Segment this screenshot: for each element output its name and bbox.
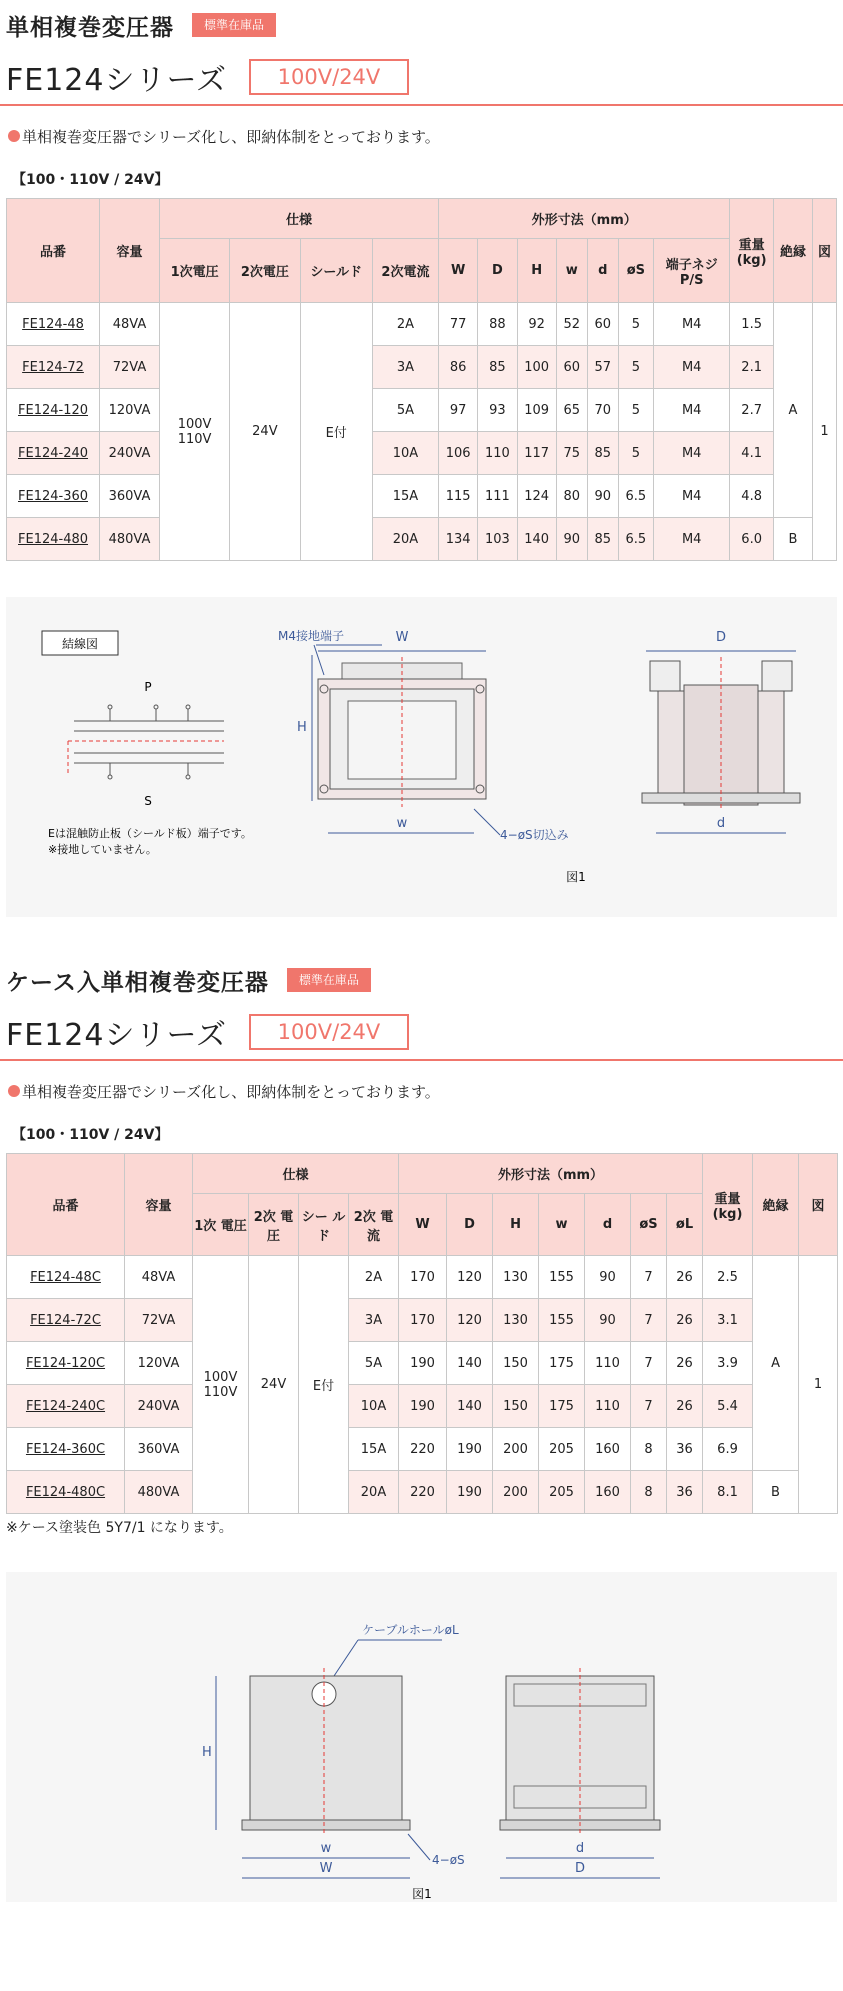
dim-W-cell: 220 (399, 1471, 447, 1514)
dim-w-cell: 175 (539, 1385, 585, 1428)
capacity-cell: 120VA (125, 1342, 193, 1385)
model-link[interactable]: FE124-72 (7, 346, 100, 389)
dim-w-cell: 155 (539, 1256, 585, 1299)
table-row (7, 475, 837, 518)
dim-D-cell: 120 (447, 1299, 493, 1342)
table-row (7, 1471, 838, 1514)
terminal-cell: M4 (653, 432, 729, 475)
terminal-cell: M4 (653, 303, 729, 346)
dim-d-cell: 60 (587, 303, 618, 346)
cable-hole-label: ケーブルホールøL (362, 1623, 459, 1637)
secondary-voltage-cell: 24V (230, 303, 300, 561)
dim-L-cell: 26 (667, 1342, 703, 1385)
header-insulation: 絶縁 (773, 199, 812, 303)
header-weight: 重量 (kg) (703, 1154, 753, 1256)
model-link[interactable]: FE124-480C (7, 1471, 125, 1514)
dim-H-cell: 200 (493, 1471, 539, 1514)
section1-voltage-label: 【100・110V / 24V】 (12, 172, 169, 188)
dim-D-cell: 120 (447, 1256, 493, 1299)
bullet-dot-icon (8, 1085, 20, 1097)
section2-series-title: FE124シリーズ (6, 1018, 227, 1053)
capacity-cell: 240VA (125, 1385, 193, 1428)
dim-d-cell: 110 (585, 1342, 631, 1385)
weight-cell: 4.1 (730, 432, 773, 475)
header-d: d (585, 1194, 631, 1256)
ground-terminal-label: M4接地端子 (278, 629, 344, 643)
header-W: W (399, 1194, 447, 1256)
section2-heading-row (0, 955, 843, 1005)
dim-L-cell: 26 (667, 1299, 703, 1342)
dim-w-cell: 52 (556, 303, 587, 346)
header-spec: 仕様 (159, 199, 438, 239)
weight-cell: 2.1 (730, 346, 773, 389)
capacity-cell: 360VA (125, 1428, 193, 1471)
header-model: 品番 (7, 1154, 125, 1256)
table-row (7, 389, 837, 432)
case-dim-W-label: W (319, 1861, 333, 1876)
dim-L-cell: 26 (667, 1256, 703, 1299)
dim-w-cell: 80 (556, 475, 587, 518)
header-dims: 外形寸法（mm） (439, 199, 730, 239)
header-terminal: 端子ネジ P/S (653, 239, 729, 303)
terminal-cell: M4 (653, 475, 729, 518)
dim-W-cell: 134 (439, 518, 478, 561)
weight-cell: 3.1 (703, 1299, 753, 1342)
section1-intro (0, 116, 843, 156)
insulation-cell: B (753, 1471, 799, 1514)
model-link[interactable]: FE124-48C (7, 1256, 125, 1299)
section2-title: ケース入単相複巻変圧器 (6, 969, 269, 996)
dim-H-cell: 150 (493, 1342, 539, 1385)
header-secondary-current: 2次 電流 (349, 1194, 399, 1256)
case-side-view (500, 1668, 660, 1878)
dim-W-cell: 170 (399, 1299, 447, 1342)
dim-W-cell: 97 (439, 389, 478, 432)
header-oL: øL (667, 1194, 703, 1256)
dim-L-cell: 26 (667, 1385, 703, 1428)
case-color-note: ※ケース塗装色 5Y7/1 になります。 (6, 1520, 233, 1536)
weight-cell: 6.9 (703, 1428, 753, 1471)
header-d: d (587, 239, 618, 303)
table-row (7, 1385, 838, 1428)
dim-W-label: W (395, 630, 409, 645)
dim-S-cell: 5 (618, 346, 653, 389)
dim-W-cell: 170 (399, 1256, 447, 1299)
secondary-voltage-cell: 24V (249, 1256, 299, 1514)
section1-spec-table (6, 198, 837, 561)
dim-D-cell: 140 (447, 1342, 493, 1385)
dim-H-cell: 200 (493, 1428, 539, 1471)
table-row (7, 1299, 838, 1342)
figure-cell: 1 (799, 1256, 838, 1514)
dim-d-cell: 85 (587, 432, 618, 475)
header-primary-voltage: 1次 電圧 (193, 1194, 249, 1256)
header-insulation: 絶縁 (753, 1154, 799, 1256)
capacity-cell: 480VA (125, 1471, 193, 1514)
capacity-cell: 48VA (125, 1256, 193, 1299)
dim-S-cell: 7 (631, 1299, 667, 1342)
weight-cell: 6.0 (730, 518, 773, 561)
header-secondary-voltage: 2次電圧 (230, 239, 300, 303)
header-H: H (493, 1194, 539, 1256)
section-transformer (0, 0, 843, 917)
dim-H-cell: 117 (517, 432, 556, 475)
dim-S-cell: 5 (618, 389, 653, 432)
dim-w-cell: 90 (556, 518, 587, 561)
header-capacity: 容量 (100, 199, 160, 303)
table-row (7, 346, 837, 389)
dim-S-cell: 8 (631, 1471, 667, 1514)
dim-H-cell: 130 (493, 1299, 539, 1342)
dim-S-cell: 7 (631, 1385, 667, 1428)
secondary-current-cell: 15A (349, 1428, 399, 1471)
insulation-cell: A (773, 303, 812, 518)
header-secondary-current: 2次電流 (372, 239, 438, 303)
header-w: w (539, 1194, 585, 1256)
case-front-view (202, 1623, 465, 1878)
dim-L-cell: 36 (667, 1471, 703, 1514)
weight-cell: 4.8 (730, 475, 773, 518)
dim-D-cell: 103 (478, 518, 517, 561)
dim-d-cell: 85 (587, 518, 618, 561)
weight-cell: 1.5 (730, 303, 773, 346)
primary-voltage-cell: 100V 110V (159, 303, 229, 561)
header-capacity: 容量 (125, 1154, 193, 1256)
dim-S-cell: 6.5 (618, 518, 653, 561)
weight-cell: 3.9 (703, 1342, 753, 1385)
header-W: W (439, 239, 478, 303)
case-dim-H-label: H (202, 1745, 212, 1760)
dim-H-cell: 124 (517, 475, 556, 518)
table-row (7, 303, 837, 346)
secondary-current-cell: 2A (349, 1256, 399, 1299)
case-figure-caption: 図1 (412, 1887, 432, 1901)
dim-W-cell: 106 (439, 432, 478, 475)
dim-H-cell: 130 (493, 1256, 539, 1299)
dim-S-cell: 6.5 (618, 475, 653, 518)
terminal-cell: M4 (653, 346, 729, 389)
section1-diagram (6, 597, 837, 917)
weight-cell: 2.5 (703, 1256, 753, 1299)
dim-W-cell: 77 (439, 303, 478, 346)
bullet-dot-icon (8, 130, 20, 142)
secondary-current-cell: 20A (349, 1471, 399, 1514)
header-primary-voltage: 1次電圧 (159, 239, 229, 303)
dim-w-cell: 175 (539, 1342, 585, 1385)
dim-S-cell: 7 (631, 1342, 667, 1385)
section1-figure (6, 597, 837, 917)
secondary-current-cell: 10A (349, 1385, 399, 1428)
dim-D-cell: 111 (478, 475, 517, 518)
figure-note-1: Eは混触防止板（シールド板）端子です。 (48, 827, 252, 840)
dim-w-cell: 205 (539, 1428, 585, 1471)
capacity-cell: 240VA (100, 432, 160, 475)
dim-L-cell: 36 (667, 1428, 703, 1471)
capacity-cell: 72VA (125, 1299, 193, 1342)
secondary-S-label: S (144, 794, 152, 808)
model-link[interactable]: FE124-72C (7, 1299, 125, 1342)
section1-title: 単相複巻変圧器 (6, 14, 174, 41)
dim-w-cell: 60 (556, 346, 587, 389)
insulation-cell: A (753, 1256, 799, 1471)
header-oS: øS (631, 1194, 667, 1256)
model-link[interactable]: FE124-120C (7, 1342, 125, 1385)
secondary-current-cell: 20A (372, 518, 438, 561)
header-shield: シー ルド (299, 1194, 349, 1256)
table-row (7, 518, 837, 561)
dim-H-cell: 100 (517, 346, 556, 389)
model-link[interactable]: FE124-120 (7, 389, 100, 432)
header-figure: 図 (799, 1154, 838, 1256)
dim-d-cell: 160 (585, 1471, 631, 1514)
hole-label: 4−øS切込み (500, 828, 569, 842)
dim-H-label: H (297, 720, 307, 735)
insulation-cell: B (773, 518, 812, 561)
capacity-cell: 480VA (100, 518, 160, 561)
dim-D-label: D (715, 630, 727, 645)
dim-W-cell: 190 (399, 1342, 447, 1385)
header-oS: øS (618, 239, 653, 303)
dim-H-cell: 92 (517, 303, 556, 346)
header-shield: シールド (300, 239, 372, 303)
table-row (7, 432, 837, 475)
section2-figure (6, 1572, 837, 1902)
case-hole-label: 4−øS (432, 1853, 465, 1867)
wiring-label: 結線図 (61, 637, 99, 651)
section1-stock-badge: 標準在庫品 (192, 13, 276, 37)
capacity-cell: 48VA (100, 303, 160, 346)
primary-P-label: P (144, 680, 152, 694)
dim-w-cell: 205 (539, 1471, 585, 1514)
case-dim-w-label: w (320, 1841, 332, 1856)
section1-voltage-box: 100V/24V (249, 59, 409, 95)
front-view-drawing (278, 628, 569, 842)
weight-cell: 2.7 (730, 389, 773, 432)
model-link[interactable]: FE124-48 (7, 303, 100, 346)
case-dim-d-label: d (575, 1841, 585, 1856)
section2-diagram (6, 1572, 837, 1902)
shield-line (68, 741, 224, 773)
section2-voltage-box: 100V/24V (249, 1014, 409, 1050)
header-w: w (556, 239, 587, 303)
dim-d-cell: 90 (585, 1299, 631, 1342)
dim-D-cell: 190 (447, 1428, 493, 1471)
capacity-cell: 120VA (100, 389, 160, 432)
section2-stock-badge: 標準在庫品 (287, 968, 371, 992)
figure-cell: 1 (813, 303, 837, 561)
dim-S-cell: 5 (618, 303, 653, 346)
header-model: 品番 (7, 199, 100, 303)
section1-series-row (0, 50, 843, 106)
secondary-current-cell: 15A (372, 475, 438, 518)
table-row (7, 1256, 838, 1299)
header-D: D (478, 239, 517, 303)
dim-d-cell: 160 (585, 1428, 631, 1471)
table-row (7, 1342, 838, 1385)
terminal-cell: M4 (653, 518, 729, 561)
header-figure: 図 (813, 199, 837, 303)
section1-series-title: FE124シリーズ (6, 63, 227, 98)
table-row (7, 1428, 838, 1471)
dim-d-label: d (716, 816, 726, 831)
dim-H-cell: 140 (517, 518, 556, 561)
dim-w-label: w (396, 816, 408, 831)
model-link[interactable]: FE124-240 (7, 432, 100, 475)
dim-D-cell: 110 (478, 432, 517, 475)
section2-intro-text: 単相複巻変圧器でシリーズ化し、即納体制をとっております。 (22, 1082, 440, 1101)
header-spec: 仕様 (193, 1154, 399, 1194)
side-view-drawing (642, 630, 800, 833)
dim-S-cell: 8 (631, 1428, 667, 1471)
dim-D-cell: 140 (447, 1385, 493, 1428)
dim-w-cell: 155 (539, 1299, 585, 1342)
dim-D-cell: 88 (478, 303, 517, 346)
section1-heading-row (0, 0, 843, 50)
dim-d-cell: 110 (585, 1385, 631, 1428)
model-link[interactable]: FE124-480 (7, 518, 100, 561)
section2-series-row (0, 1005, 843, 1061)
dim-D-cell: 93 (478, 389, 517, 432)
section2-intro (0, 1071, 843, 1111)
header-weight: 重量 (kg) (730, 199, 773, 303)
dim-d-cell: 90 (585, 1256, 631, 1299)
dim-H-cell: 109 (517, 389, 556, 432)
capacity-cell: 72VA (100, 346, 160, 389)
secondary-current-cell: 3A (372, 346, 438, 389)
terminal-cell: M4 (653, 389, 729, 432)
case-dim-D-label: D (574, 1861, 586, 1876)
dim-W-cell: 86 (439, 346, 478, 389)
dim-W-cell: 190 (399, 1385, 447, 1428)
dim-d-cell: 57 (587, 346, 618, 389)
weight-cell: 8.1 (703, 1471, 753, 1514)
dim-d-cell: 70 (587, 389, 618, 432)
figure-note-2: ※接地していません。 (48, 843, 157, 856)
dim-H-cell: 150 (493, 1385, 539, 1428)
dim-W-cell: 115 (439, 475, 478, 518)
model-link[interactable]: FE124-240C (7, 1385, 125, 1428)
model-link[interactable]: FE124-360C (7, 1428, 125, 1471)
header-dims: 外形寸法（mm） (399, 1154, 703, 1194)
model-link[interactable]: FE124-360 (7, 475, 100, 518)
dim-D-cell: 190 (447, 1471, 493, 1514)
dim-S-cell: 7 (631, 1256, 667, 1299)
dim-S-cell: 5 (618, 432, 653, 475)
wiring-diagram (74, 705, 224, 779)
primary-voltage-cell: 100V 110V (193, 1256, 249, 1514)
shield-cell: E付 (300, 303, 372, 561)
header-secondary-voltage: 2次 電圧 (249, 1194, 299, 1256)
section2-voltage-label: 【100・110V / 24V】 (12, 1127, 169, 1143)
dim-w-cell: 75 (556, 432, 587, 475)
header-D: D (447, 1194, 493, 1256)
dim-D-cell: 85 (478, 346, 517, 389)
secondary-current-cell: 5A (349, 1342, 399, 1385)
shield-cell: E付 (299, 1256, 349, 1514)
header-H: H (517, 239, 556, 303)
section-case-transformer (0, 955, 843, 1902)
dim-d-cell: 90 (587, 475, 618, 518)
figure-caption: 図1 (566, 870, 586, 884)
dim-w-cell: 65 (556, 389, 587, 432)
section1-intro-text: 単相複巻変圧器でシリーズ化し、即納体制をとっております。 (22, 127, 440, 146)
weight-cell: 5.4 (703, 1385, 753, 1428)
secondary-current-cell: 10A (372, 432, 438, 475)
secondary-current-cell: 3A (349, 1299, 399, 1342)
dim-W-cell: 220 (399, 1428, 447, 1471)
secondary-current-cell: 2A (372, 303, 438, 346)
section2-spec-table (6, 1153, 838, 1514)
secondary-current-cell: 5A (372, 389, 438, 432)
capacity-cell: 360VA (100, 475, 160, 518)
